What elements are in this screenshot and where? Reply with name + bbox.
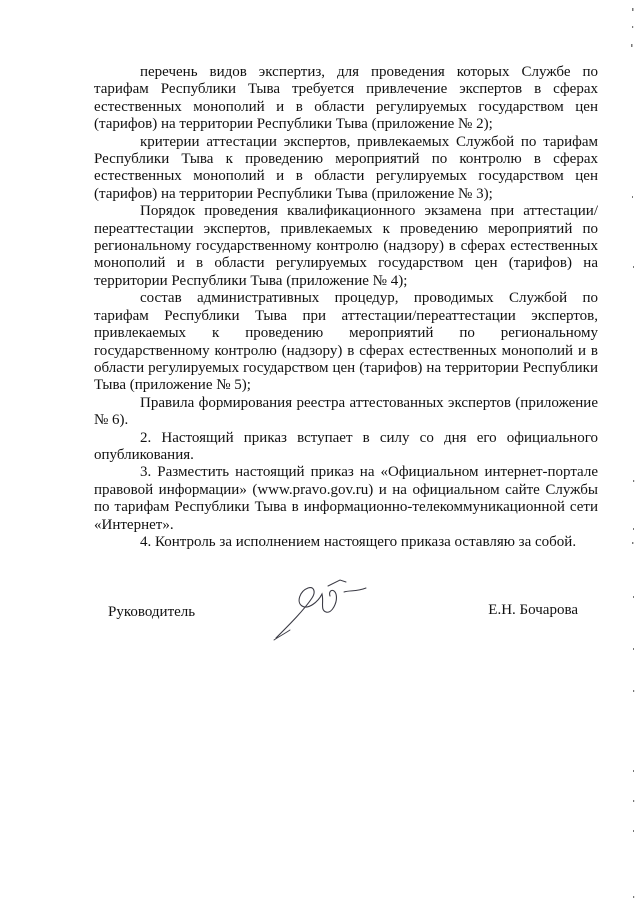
- paragraph-appendix-5: состав административных процедур, проводимых Службой по тарифам Республики Тыва при аттестации/переаттестации экспертов, привлекаемых к проведению мероприятий по региональному государственному контролю (надзору) в сферах естественных монополий и в области регулируемых государством цен (тарифов) на территории Республики Тыва (приложение № 5);: [94, 290, 598, 394]
- signer-name: Е.Н. Бочарова: [488, 602, 578, 618]
- scan-edge-marks: [599, 0, 639, 905]
- paragraph-control: 4. Контроль за исполнением настоящего приказа оставляю за собой.: [140, 533, 577, 550]
- handwritten-signature: [270, 572, 380, 642]
- paragraph-effective-date: 2. Настоящий приказ вступает в силу со дня его официального опубликования.: [94, 429, 598, 463]
- paragraph-appendix-3: критерии аттестации экспертов, привлекаемых Службой по тарифам Республики Тыва к проведению мероприятий по контролю в сферах естественных монополий и в области регулируемых государством цен (тарифов) на территории Республики Тыва (приложение № 3);: [94, 133, 598, 202]
- paragraph-appendix-4: Порядок проведения квалификационного экзамена при аттестации/переаттестации экспертов, привлекаемых к проведению мероприятий по региональному государственному контролю (надзору) в сферах естественных монополий и в области регулируемых государством цен (тарифов) на территории Республики Тыва (приложение № 4);: [94, 203, 598, 289]
- signer-title: Руководитель: [108, 604, 196, 620]
- document-body: [94, 64, 598, 551]
- paragraph-appendix-2: перечень видов экспертиз, для проведения которых Службе по тарифам Республики Тыва требуется привлечение экспертов в сферах естественных монополий и в области регулируемых государством цен (тарифов) на территории Республики Тыва (приложение № 2);: [94, 64, 598, 133]
- paragraph-publication: 3. Разместить настоящий приказ на «Официальном интернет-портале правовой информации» (www.pravo.gov.ru) и на официальном сайте Службы по тарифам Республики Тыва в информационно-телекоммуникационной сети «Интернет».: [94, 464, 598, 533]
- paragraph-appendix-6: Правила формирования реестра аттестованных экспертов (приложение № 6).: [94, 394, 598, 429]
